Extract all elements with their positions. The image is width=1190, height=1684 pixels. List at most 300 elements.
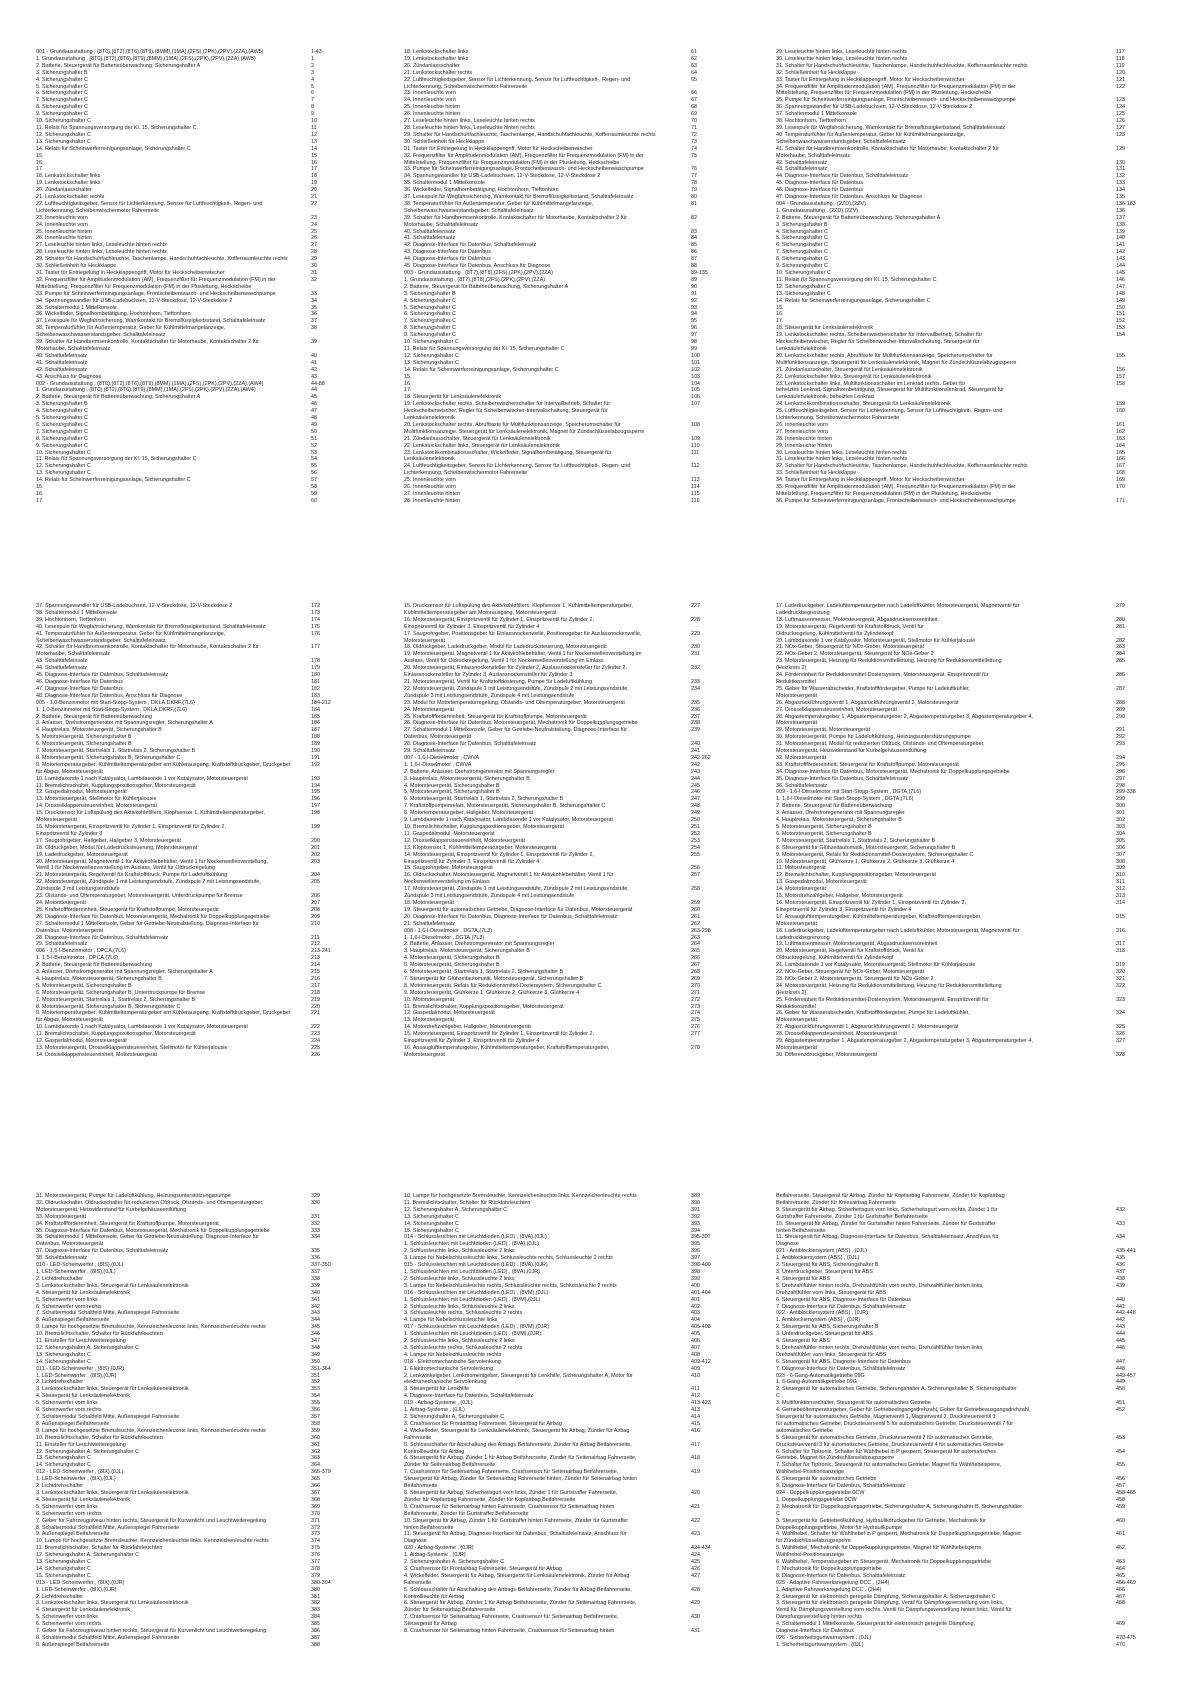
entry-title: Lenksäulenelektronik bbox=[776, 345, 827, 352]
entry-page: 46 bbox=[311, 401, 317, 408]
entry-title: 16. Öldruckschalter, Motorsteuergerät, Magnetventil 1 für Aktivkohlebehälter, Ventil 1 für bbox=[404, 872, 614, 879]
entry-title: 2. Mechatronik für Doppelkupplungsgetriebe, Sicherungshalter A, Sicherungshalter B, Sicherungshalter bbox=[776, 1503, 1023, 1510]
entry-title: 12. Gaspedalmodul, Motorsteuergerät bbox=[36, 1038, 127, 1045]
entry-title: 8. Crashsensor für Seitenairbag hinten Fahrerseite, Crashsensor für Seitenairbag hinten bbox=[404, 1628, 615, 1635]
entry-title: 27. Leseleuchte hinten links, Leseleuchte hinten rechts bbox=[404, 118, 535, 125]
entry-title: Datenbus, Motorsteuergerät bbox=[404, 734, 472, 741]
index-entry bbox=[776, 381, 1148, 388]
entry-page: 254 bbox=[691, 844, 700, 851]
entry-title: Lichterkennung, Scheibenwischermotor Fahrerseite bbox=[36, 207, 160, 214]
entry-title: Motorsteuergerät, Heizwiderstand für Kurbelgehäuseentlüftung bbox=[36, 1206, 187, 1213]
index-entry bbox=[404, 1421, 723, 1428]
entry-title: 30. Leseleuchte hinten links, Leseleuchte hinten rechts bbox=[776, 449, 907, 456]
entry-page: 187 bbox=[311, 727, 320, 734]
entry-page: 236 bbox=[691, 706, 700, 713]
entry-page: 422 bbox=[691, 1517, 700, 1524]
index-entry bbox=[404, 990, 723, 997]
index-entry bbox=[404, 651, 723, 658]
entry-title: Lenksäulenelektronik bbox=[404, 415, 455, 422]
entry-title: 20. Lenkstockschalter rechts, Abrufttaste für Multifunktionsanzeige, Speicherumschalter für bbox=[776, 352, 993, 359]
entry-page: 458-465 bbox=[1116, 1489, 1136, 1496]
index-entry bbox=[36, 603, 343, 610]
entry-page: 117 bbox=[1116, 49, 1125, 55]
entry-title: 24. Luftfeuchtigkeitsgeber, Sensor für Lichterkennung, Sensor für Luftfeuchtigkeit-, Regen- und bbox=[404, 463, 631, 470]
entry-page: 173 bbox=[311, 609, 320, 616]
entry-page: 246 bbox=[691, 789, 700, 796]
entry-title: 8. Motorsteuergerät, Relais für Reduktionsmittel-Dosiersystem, Sicherungshalter C bbox=[404, 982, 602, 989]
entry-title: 3. Crashsensor für Frontairbag Fahrerseite, Steuergerät für Airbag bbox=[404, 1420, 562, 1427]
entry-title: 10. Lampe für hochgesetzte Bremsleuchte, Kennzeichenleuchte links, Kennzeichenleuchte rechts bbox=[404, 1193, 637, 1199]
entry-page bbox=[1112, 139, 1148, 146]
index-entry bbox=[776, 118, 1148, 125]
entry-page: 37 bbox=[311, 318, 317, 325]
index-entry bbox=[404, 1621, 723, 1628]
entry-page: 395-397 bbox=[691, 1234, 711, 1241]
entry-title: 29. Schalter für Handschuhfachleuchte, Taschenlampe, Handschuhfachleuchte, Kofferraumleuchte rechts bbox=[404, 131, 656, 138]
entry-title: 1. LED-Scheinwerfer , (8IS),(0JR) bbox=[36, 1372, 117, 1379]
entry-page: 358 bbox=[311, 1420, 320, 1427]
entry-title: 21. Motorsteuergerät, Regelventil für Kraftstoffdruck, Pumpe für Ladeluftkühlung bbox=[36, 872, 228, 879]
entry-page bbox=[1112, 1421, 1148, 1428]
index-entry bbox=[36, 1566, 343, 1573]
entry-page: 347 bbox=[311, 1338, 320, 1345]
entry-page: 188 bbox=[311, 734, 320, 741]
entry-title: hinten Beifahrerseite bbox=[404, 1524, 454, 1531]
entry-page: 437 bbox=[1116, 1268, 1125, 1275]
entry-page: 49 bbox=[311, 421, 317, 428]
entry-page: 400 bbox=[691, 1282, 700, 1289]
entry-title: 1. Schlussleuchten mit Leuchtdioden (LED) , (8VA),(0JR) bbox=[404, 1268, 540, 1275]
index-entry bbox=[404, 1580, 723, 1587]
entry-title: 35. Frequenzfilter für Amplitudenmodulation (AM), Frequenzfilter für Frequenzmodulation (FM) in der bbox=[776, 484, 1016, 491]
entry-page bbox=[687, 415, 723, 422]
entry-title: Wählhebel-Positionsanzeige bbox=[776, 1552, 845, 1559]
entry-title: 13. Sicherungshalter C bbox=[404, 359, 459, 366]
entry-title: 5. Motorsteuergerät, Sicherungshalter B bbox=[404, 789, 500, 796]
index-entry bbox=[404, 381, 723, 388]
index-entry bbox=[776, 1248, 1148, 1255]
entry-title: 6. Scheinwerfer vorn rechts bbox=[36, 1407, 102, 1414]
entry-page: 401 bbox=[691, 1296, 700, 1303]
index-entry bbox=[36, 1031, 343, 1038]
index-entry bbox=[36, 1241, 343, 1248]
entry-page: 179 bbox=[311, 665, 320, 672]
entry-page: 462 bbox=[1116, 1545, 1125, 1552]
index-entry bbox=[404, 776, 723, 783]
index-entry bbox=[404, 1614, 723, 1621]
index-entry bbox=[36, 1045, 343, 1052]
entry-page: 48 bbox=[311, 415, 317, 422]
entry-page: 154 bbox=[1116, 332, 1125, 339]
index-entry bbox=[776, 194, 1148, 201]
index-entry bbox=[36, 1338, 343, 1345]
entry-page: 16 bbox=[311, 159, 317, 166]
index-entry bbox=[36, 1525, 343, 1532]
index-entry bbox=[404, 886, 723, 893]
entry-title: 20. Zündanlassschalter bbox=[404, 62, 460, 69]
index-entry bbox=[36, 865, 343, 872]
entry-page: 82 bbox=[691, 214, 697, 221]
entry-page: 224 bbox=[311, 1038, 320, 1045]
entry-title: 7. Sicherungshalter C bbox=[36, 428, 88, 435]
entry-title: 11. Steuergerät für Airbag, Diagnose-Interface für Datenbus, Schalttafeleinsatz, Anschluss für bbox=[776, 1234, 999, 1241]
index-entry bbox=[36, 97, 343, 104]
entry-title: Mittelstellung, Frequenzfilter für Frequenzmodulation (FM) in der Plusleitung, Heckscheibe bbox=[776, 90, 992, 97]
index-entry bbox=[404, 56, 723, 63]
entry-page: 170 bbox=[1116, 484, 1125, 491]
entry-page bbox=[1112, 1193, 1148, 1200]
entry-title: 6. Scheinwerfer vorn rechts bbox=[36, 1510, 102, 1517]
entry-title: 24. Motorsteuergerät bbox=[404, 706, 455, 713]
index-entry bbox=[404, 387, 723, 394]
entry-page bbox=[1112, 610, 1148, 617]
entry-page: 356 bbox=[311, 1407, 320, 1414]
index-entry bbox=[36, 1449, 343, 1456]
index-entry bbox=[776, 1531, 1148, 1538]
entry-page: 275 bbox=[691, 1017, 700, 1024]
entry-page: 22 bbox=[311, 200, 317, 207]
entry-title: 7. Diagnose-Interface für Datenbus, Schalttafeleinsatz bbox=[776, 1365, 906, 1372]
index-entry bbox=[776, 77, 1148, 84]
entry-page: 195 bbox=[311, 789, 320, 796]
entry-page: 458 bbox=[1116, 1496, 1125, 1503]
entry-page: 332 bbox=[311, 1220, 320, 1227]
index-entry bbox=[36, 1024, 343, 1031]
entry-title: 3. Sicherungshalter B bbox=[404, 290, 456, 297]
entry-page bbox=[307, 346, 343, 353]
entry-title: 20. Zündanlassschalter bbox=[36, 187, 92, 194]
entry-title: 21. Zündanlassschalter, Steuergerät für Lenksäulenelektronik bbox=[776, 366, 923, 373]
index-entry bbox=[404, 332, 723, 339]
entry-page: 79 bbox=[691, 187, 697, 194]
entry-page: 394 bbox=[691, 1227, 700, 1234]
index-entry bbox=[36, 638, 343, 645]
entry-title: 31. Taster für Entriegelung in Heckklappengriff, Motor für Heckscheibenwischer bbox=[36, 270, 225, 276]
entry-title: Gurtstraffer Fahrerseite, Zünder 1 für Gurtstraffer Beifahrerseite bbox=[776, 1213, 928, 1220]
index-entry bbox=[404, 727, 723, 734]
entry-title: 44. Diagnose-Interface für Datenbus, Schalttafeleinsatz bbox=[776, 173, 909, 180]
index-entry bbox=[776, 484, 1148, 491]
entry-title: 14. Relais für Scheinwerferreinigungsanlage, Sicherungshalter C bbox=[776, 297, 931, 304]
index-entry bbox=[776, 229, 1148, 236]
entry-title: 28. Abgastemperaturgeber 1, Abgastemperaturgeber 2, Abgastemperaturgeber 3, Abgastemperaturgeber 4, bbox=[776, 713, 1033, 720]
index-entry bbox=[776, 1614, 1148, 1621]
entry-page bbox=[1112, 90, 1148, 97]
entry-title: 3. Hauptrelais, Motorsteuergerät, Sicherungshalter B bbox=[404, 948, 530, 955]
index-entry bbox=[404, 1052, 723, 1059]
entry-page: 66 bbox=[691, 90, 697, 97]
entry-title: 12. Bremslichtschalter, Kupplungspositionsgeber, Motorsteuergerät bbox=[776, 872, 937, 879]
entry-page: 421 bbox=[691, 1503, 700, 1510]
entry-title: 34. Kraftstofffördereinheit, Steuergerät für Kraftstoffpumpe, Motorsteuergerät bbox=[36, 1220, 219, 1227]
index-entry bbox=[36, 921, 343, 928]
entry-page bbox=[1112, 1290, 1148, 1297]
index-entry bbox=[36, 1462, 343, 1469]
index-entry bbox=[36, 907, 343, 914]
index-entry bbox=[36, 1004, 343, 1011]
index-entry bbox=[404, 893, 723, 900]
entry-page: 445 bbox=[1116, 1338, 1125, 1345]
entry-title: 23. Innenleuchte vorn bbox=[404, 90, 456, 97]
entry-page bbox=[687, 408, 723, 415]
entry-title: 003 - Grundausstattung , (8T7),(8T8),(2FS),(2PK),(2PV),(2ZA) bbox=[404, 270, 553, 276]
entry-page: 104 bbox=[691, 380, 700, 387]
index-entry bbox=[36, 852, 343, 859]
index-entry bbox=[776, 111, 1148, 118]
index-entry bbox=[36, 769, 343, 776]
entry-title: elektromechanische Servolenkung bbox=[404, 1379, 487, 1386]
index-entry bbox=[776, 132, 1148, 139]
index-entry bbox=[36, 104, 343, 111]
entry-title: 15. Sicherungshalter C bbox=[404, 1227, 459, 1234]
entry-title: 9. Lampe für hochgesetzte Bremsleuchte, Kennzeichenleuchte links, Kennzeichenleuchte rechts bbox=[36, 1324, 266, 1331]
entry-page: 470 bbox=[1116, 1641, 1125, 1648]
index-entry bbox=[776, 1559, 1148, 1566]
entry-page: 321 bbox=[1116, 975, 1125, 982]
index-entry bbox=[404, 755, 723, 762]
entry-title: 7. Schaltermodul Schaltfeld Mitte, Außenspiegel Fahrerseite bbox=[36, 1310, 180, 1317]
index-entry bbox=[36, 872, 343, 879]
index-entry bbox=[404, 1386, 723, 1393]
index-column-7 bbox=[36, 1193, 343, 1649]
index-entry bbox=[36, 803, 343, 810]
entry-page: 139 bbox=[1116, 228, 1125, 235]
entry-page: 359 bbox=[311, 1427, 320, 1434]
entry-title: 3. Anlasser, Drehstromgenerator mit Spannungsregler bbox=[776, 810, 905, 817]
entry-title: 36. Wickelfeder, Signalhornbetätigung, Hochtonhorn, Tieftonhorn bbox=[36, 311, 191, 318]
entry-title: 10. Lampe für hochgesetzte Bremsleuchte, Kennzeichenleuchte links, Kennzeichenleuchte rechts bbox=[36, 1538, 269, 1545]
index-entry bbox=[404, 1497, 723, 1504]
index-entry bbox=[776, 1407, 1148, 1414]
entry-page bbox=[1112, 1004, 1148, 1011]
index-entry bbox=[776, 720, 1148, 727]
index-entry bbox=[36, 401, 343, 408]
index-column-4 bbox=[36, 603, 343, 1059]
entry-page: 57 bbox=[311, 477, 317, 484]
index-entry bbox=[404, 803, 723, 810]
entry-title: 2. Batterie, Anlasser, Drehstromgenerator mit Spannungsregler bbox=[404, 768, 555, 775]
entry-page bbox=[1112, 907, 1148, 914]
index-entry bbox=[36, 1573, 343, 1580]
entry-page: 56 bbox=[311, 470, 317, 477]
entry-page: 220 bbox=[311, 1003, 320, 1010]
entry-page: 256 bbox=[691, 865, 700, 872]
index-entry bbox=[404, 1352, 723, 1359]
entry-page: 286 bbox=[1116, 672, 1125, 679]
index-entry bbox=[776, 624, 1148, 631]
entry-title: Scheibenwaschwasserstandsgeber, Schalttafeleinsatz bbox=[36, 332, 166, 339]
entry-page: 315 bbox=[1116, 913, 1125, 920]
index-entry bbox=[36, 789, 343, 796]
index-entry bbox=[776, 1455, 1148, 1462]
index-entry bbox=[404, 229, 723, 236]
entry-page: 362 bbox=[311, 1448, 320, 1455]
index-entry bbox=[776, 353, 1148, 360]
index-entry bbox=[776, 734, 1148, 741]
index-entry bbox=[776, 714, 1148, 721]
entry-page: 313 bbox=[1116, 893, 1125, 900]
entry-title: 9. Diagnose-Interface für Datenbus, Schalttafeleinsatz bbox=[776, 1483, 906, 1490]
entry-page bbox=[1112, 1228, 1148, 1235]
entry-title: 19. Lenkstockschalter links bbox=[36, 180, 101, 187]
entry-title: 1. 6-Gang-Automatikgetriebe 09G bbox=[776, 1379, 857, 1386]
index-entry bbox=[36, 1255, 343, 1262]
index-entry bbox=[404, 1214, 723, 1221]
entry-title: 8. Motortemperaturgeber, Hallgeber, Motorsteuergerät bbox=[404, 810, 534, 817]
entry-title: 43. Anschluss für Diagnose bbox=[36, 373, 102, 380]
entry-page: 223 bbox=[311, 1031, 320, 1038]
index-entry bbox=[36, 1228, 343, 1235]
entry-page: 209 bbox=[311, 913, 320, 920]
entry-page: 272 bbox=[691, 996, 700, 1003]
index-entry bbox=[404, 346, 723, 353]
entry-title: 5. Sicherungshalter C bbox=[36, 83, 88, 90]
index-entry bbox=[776, 796, 1148, 803]
entry-title: 31. Schalter für Handschuhfachleuchte, Taschenlampe, Handschuhfachleuchte, Kofferraumleuchte rechts bbox=[776, 62, 1028, 69]
entry-title: 7. Crashsensor für Seitenairbag Fahrerseite, Crashsensor für Seitenairbag Beifahrerseite, bbox=[404, 1469, 619, 1476]
entry-page: 336 bbox=[311, 1255, 320, 1262]
entry-title: 9. Lambdasonde 1 nach Katalysator, Lambdasonde 1 vor Katalysator, Motorsteuergerät bbox=[404, 817, 613, 824]
index-entry bbox=[36, 139, 343, 146]
entry-page: 55 bbox=[311, 463, 317, 470]
entry-page: 446 bbox=[1116, 1344, 1125, 1351]
index-entry bbox=[404, 852, 723, 859]
index-entry bbox=[404, 1017, 723, 1024]
entry-title: 19. Motorsteuergerät, Magnetventil 1 für Aktivkohlebehälter, Ventil 1 für Nockenwellenverstellung im bbox=[404, 651, 642, 658]
entry-page: 233 bbox=[691, 678, 700, 685]
entry-page bbox=[307, 1207, 343, 1214]
entry-page: 269 bbox=[691, 975, 700, 982]
index-entry bbox=[404, 789, 723, 796]
entry-title: 10. Motorsteuergerät, Glühkerze 1, Glühkerze 2, Glühkerze 3, Glühkerze 4 bbox=[776, 858, 955, 865]
entry-title: 8. Außenspiegel Beifahrerseite bbox=[36, 1420, 110, 1427]
entry-title: 17. bbox=[36, 497, 44, 504]
index-entry bbox=[776, 1497, 1148, 1504]
index-entry bbox=[776, 700, 1148, 707]
entry-page: 249 bbox=[691, 810, 700, 817]
entry-page: 409 bbox=[691, 1365, 700, 1372]
entry-title: 1. 1,6-l-Dieselmotor , CWVA bbox=[404, 761, 472, 768]
entry-page: 327 bbox=[1116, 1038, 1125, 1045]
index-entry bbox=[404, 865, 723, 872]
index-entry bbox=[776, 208, 1148, 215]
index-entry bbox=[404, 1045, 723, 1052]
entry-page: 435-441 bbox=[1116, 1248, 1136, 1255]
index-entry bbox=[776, 617, 1148, 624]
entry-title: 024 - Doppelkupplungsgetriebe 0CW bbox=[776, 1489, 865, 1496]
index-entry bbox=[36, 222, 343, 229]
index-entry bbox=[404, 796, 723, 803]
entry-page: 143 bbox=[1116, 256, 1125, 263]
entry-page: 198 bbox=[311, 810, 320, 817]
entry-title: Steuergerät für automatisches Getriebe, Magnetventil 1, Magnetventil 2, Drucksteuerventil 1 bbox=[776, 1414, 996, 1420]
entry-title: Zünder für Seitenairbag Beifahrerseite bbox=[404, 1607, 496, 1614]
entry-page: 184 bbox=[311, 706, 320, 713]
entry-title: 13. Sicherungshalter C bbox=[36, 1455, 91, 1462]
entry-title: 007 - 1,6-l-Dieselmotor , CWVA bbox=[404, 754, 480, 761]
index-entry bbox=[776, 1428, 1148, 1435]
index-entry bbox=[36, 1386, 343, 1393]
entry-title: 32. Schließeinheit für Heckklappe bbox=[776, 69, 857, 76]
index-entry bbox=[776, 263, 1148, 270]
index-entry bbox=[776, 1269, 1148, 1276]
entry-title: 3. Schlussleuchte rechts, Schlussleuchte 2 rechts bbox=[404, 1310, 523, 1317]
index-entry bbox=[404, 1262, 723, 1269]
index-entry bbox=[404, 1024, 723, 1031]
index-entry bbox=[36, 367, 343, 374]
index-entry bbox=[404, 845, 723, 852]
index-entry bbox=[404, 394, 723, 401]
entry-page: 6 bbox=[311, 90, 314, 97]
entry-page: 88 bbox=[691, 263, 697, 270]
index-entry bbox=[36, 983, 343, 990]
index-entry bbox=[36, 1538, 343, 1545]
index-entry bbox=[36, 387, 343, 394]
entry-title: 4. Motorsteuergerät, Sicherungshalter B bbox=[404, 782, 500, 789]
entry-title: 012 - LED-Scheinwerfer , (8IX),(0JL) bbox=[36, 1469, 124, 1476]
index-entry bbox=[36, 408, 343, 415]
entry-page bbox=[1112, 1538, 1148, 1545]
entry-title: 8. Schaltermodul Schaltfeld Mitte, Außenspiegel Fahrerseite bbox=[36, 1524, 180, 1531]
entry-page: 439 bbox=[1116, 1282, 1125, 1289]
index-entry bbox=[36, 1038, 343, 1045]
entry-title: 36. Spannungswandler für USB-Ladebuchsen, 12-V-Steckdose, 12-V-Steckdose 2 bbox=[776, 104, 973, 111]
entry-page: 370 bbox=[311, 1510, 320, 1517]
entry-page: 4 bbox=[311, 76, 314, 83]
entry-title: 26. Diagnose-Interface für Datenbus, Motorsteuergerät, Mechatronik für Doppelkupplungsgetriebe bbox=[404, 720, 638, 727]
index-entry bbox=[776, 1297, 1148, 1304]
entry-page bbox=[1112, 415, 1148, 422]
index-entry bbox=[36, 886, 343, 893]
index-entry bbox=[404, 955, 723, 962]
entry-title: 9. Steuergerät für Airbag, Sicherheitsgurt vorn links, Sicherheitsgurt vorn rechts, Zünder 1 für bbox=[776, 1206, 998, 1213]
entry-page bbox=[307, 651, 343, 658]
index-entry bbox=[776, 1331, 1148, 1338]
entry-page: 125 bbox=[1116, 111, 1125, 118]
entry-title: 014 - Schlussleuchten mit Leuchtdioden (LED) , (8VA),(0JL) bbox=[404, 1234, 547, 1241]
entry-title: 45. Diagnose-Interface für Datenbus bbox=[776, 180, 863, 187]
entry-title: Auslass, Ventil für Öldruckregelung, Ventil 1 für Nockenwellenverstellung im Einlass bbox=[404, 658, 604, 665]
entry-page bbox=[1112, 1511, 1148, 1518]
entry-page: 19 bbox=[311, 180, 317, 187]
entry-page: 414 bbox=[691, 1414, 700, 1420]
index-entry bbox=[36, 1324, 343, 1331]
index-entry bbox=[776, 1594, 1148, 1601]
entry-page: 397 bbox=[691, 1255, 700, 1262]
entry-title: 3. Schlussleuchte rechts, Schlussleuchte 2 rechts bbox=[404, 1344, 523, 1351]
entry-title: 40. Lesespule für Wegfahrsicherung, Warnkontakt für Bremsflüssigkeitsstand, Schalttafeleinsatz bbox=[36, 623, 266, 630]
index-entry bbox=[36, 1290, 343, 1297]
entry-page: 429 bbox=[691, 1600, 700, 1607]
index-entry bbox=[36, 429, 343, 436]
entry-page: 384 bbox=[311, 1614, 320, 1621]
entry-title: 3. Anlasser, Drehstromgenerator mit Spannungsregler, Sicherungshalter A bbox=[36, 720, 213, 727]
entry-title: Diagnose bbox=[404, 1538, 427, 1545]
entry-title: 2. Steuergerät für elektronisch geregelte Dämpfung, Sicherungshalter A, Sicherungshalter C bbox=[776, 1593, 996, 1600]
index-entry bbox=[404, 1511, 723, 1518]
entry-page: 216 bbox=[311, 975, 320, 982]
entry-page: 279 bbox=[1116, 603, 1125, 609]
index-entry bbox=[776, 838, 1148, 845]
index-entry bbox=[776, 436, 1148, 443]
entry-page: 18 bbox=[311, 173, 317, 180]
index-entry bbox=[776, 1359, 1148, 1366]
entry-title: 30. Differenzdruckgeber, Motorsteuergerät bbox=[776, 1051, 878, 1058]
index-entry bbox=[776, 1566, 1148, 1573]
index-entry bbox=[404, 422, 723, 429]
entry-title: Lenksäulenelektronik, beheiztes Lenkrad bbox=[776, 394, 874, 401]
index-entry bbox=[404, 1504, 723, 1511]
